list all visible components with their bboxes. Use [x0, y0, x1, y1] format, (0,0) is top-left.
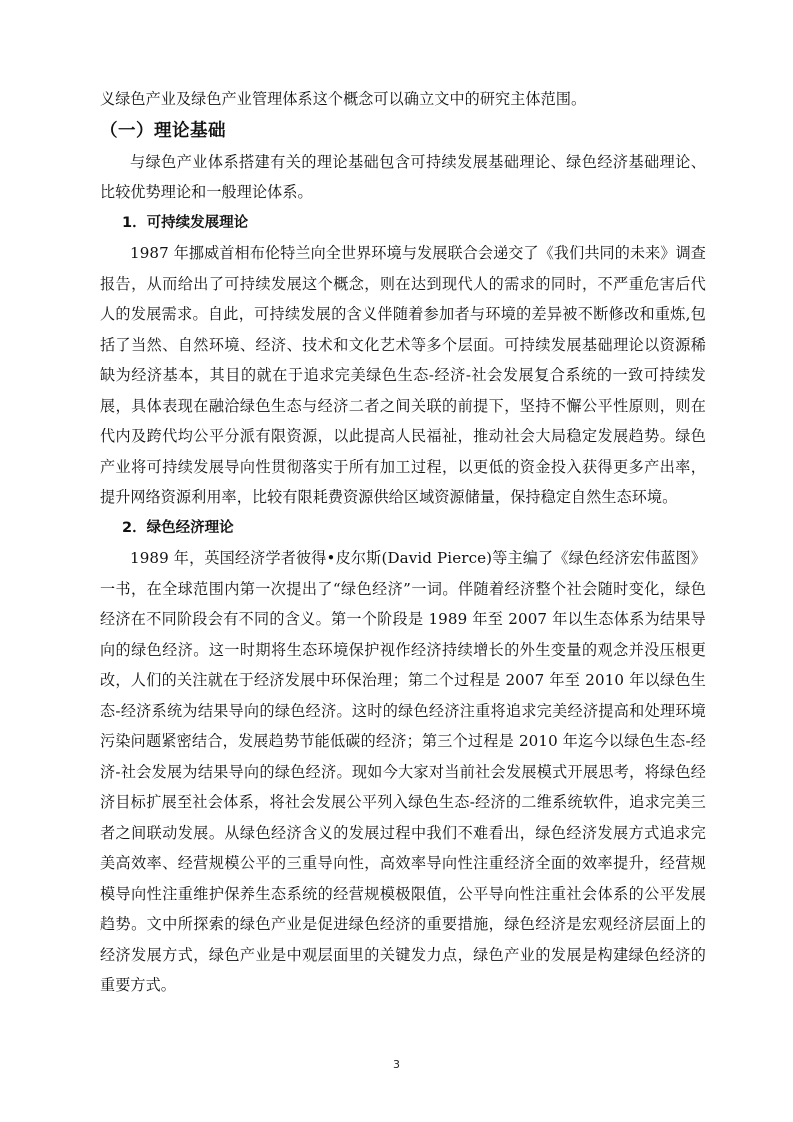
- continuation-paragraph: 义绿色产业及绿色产业管理体系这个概念可以确立文中的研究主体范围。: [100, 90, 587, 108]
- page-content: [100, 84, 706, 1001]
- page-number: 3: [393, 1058, 400, 1071]
- sustainable-development-paragraph: 1987 年挪威首相布伦特兰向全世界环境与发展联合会递交了《我们共同的未来》调查报告，从而给出了可持续发展这个概念，则在达到现代人的需求的同时，不严重危害后代人的发展需求。自此，可持续发展的含义伴随着参加者与环境的差异被不断修改和重炼,包括了当然、自然环境、经济、技术和文化艺术等多个层面。可持续发展基础理论以资源稀缺为经济基本，其目的就在于追求完美绿色生态-经济-社会发展复合系统的一致可持续发展，具体表现在融洽绿色生态与经济二者之间关联的前提下，坚持不懈公平性原则，则在代内及跨代均公平分派有限资源，以此提高人民福祉，推动社会大局稳定发展趋势。绿色产业将可持续发展导向性贯彻落实于所有加工过程，以更低的资金投入获得更多产出率，提升网络资源利用率，比较有限耗费资源供给区域资源储量，保持稳定自然生态环境。: [100, 244, 706, 506]
- section-heading: （一）理论基础: [100, 120, 226, 141]
- subsection-heading-sustainable-development: 1．可持续发展理论: [122, 214, 249, 231]
- green-economy-paragraph: 1989 年，英国经济学者彼得•皮尔斯(David Pierce)等主编了《绿色经济宏伟蓝图》一书，在全球范围内第一次提出了“绿色经济”一词。伴随着经济整个社会随时变化，绿色经济在不同阶段会有不同的含义。第一个阶段是 1989 年至 2007 年以生态体系为结果导向的绿色经济。这一时期将生态环境保护视作经济持续增长的外生变量的观念并没压根更改，人们的关注就在于经济发展中环保治理；第二个过程是 2007 年至 2010 年以绿色生态-经济系统为结果导向的绿色经济。这时的绿色经济注重将追求完美经济提高和处理环境污染问题紧密结合，发展趋势节能低碳的经济；第三个过程是 2010 年迄今以绿色生态-经济-社会发展为结果导向的绿色经济。现如今大家对当前社会发展模式开展思考，将绿色经济目标扩展至社会体系，将社会发展公平列入绿色生态-经济的二维系统软件，追求完美三者之间联动发展。从绿色经济含义的发展过程中我们不难看出，绿色经济发展方式追求完美高效率、经营规模公平的三重导向性，高效率导向性注重经济全面的效率提升，经营规模导向性注重维护保养生态系统的经营规模极限值，公平导向性注重社会体系的公平发展趋势。文中所探索的绿色产业是促进绿色经济的重要措施，绿色经济是宏观经济层面上的经济发展方式，绿色产业是中观层面里的关键发力点，绿色产业的发展是构建绿色经济的重要方式。: [100, 549, 706, 994]
- subsection-heading-green-economy: 2．绿色经济理论: [122, 519, 234, 536]
- intro-paragraph: 与绿色产业体系搭建有关的理论基础包含可持续发展基础理论、绿色经济基础理论、比较优势理论和一般理论体系。: [100, 152, 706, 201]
